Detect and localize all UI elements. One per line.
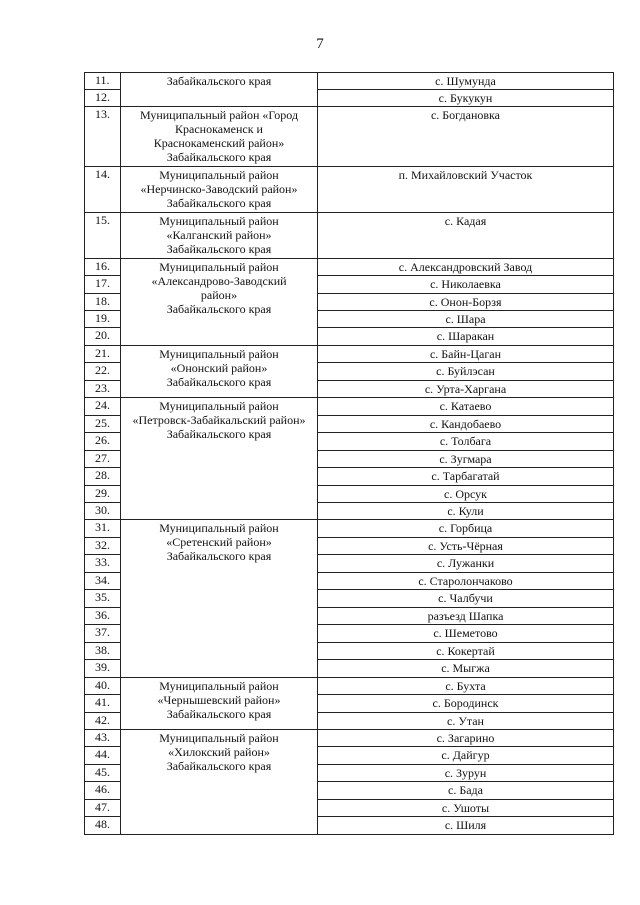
district-cell bbox=[121, 346, 318, 398]
row-number: 21. bbox=[85, 346, 121, 363]
district-name-line: Забайкальского края bbox=[166, 549, 272, 563]
row-number: 28. bbox=[85, 468, 121, 486]
settlement-name: с. Шеметово bbox=[318, 625, 614, 643]
settlement-name: с. Николаевка bbox=[318, 276, 614, 294]
settlement-name: с. Загарино bbox=[318, 730, 614, 747]
settlement-name: с. Катаево bbox=[318, 398, 614, 416]
settlement-name: с. Мыгжа bbox=[318, 660, 614, 678]
district-cell bbox=[121, 259, 318, 346]
row-number: 27. bbox=[85, 451, 121, 468]
row-number: 32. bbox=[85, 538, 121, 555]
district-cell bbox=[121, 73, 318, 107]
district-cell bbox=[121, 213, 318, 259]
row-number: 43. bbox=[85, 730, 121, 747]
settlement-name: с. Орсук bbox=[318, 486, 614, 503]
district-name-line: Забайкальского края bbox=[166, 242, 272, 256]
district-name-line: «Нерчинско-Заводский район» bbox=[140, 182, 298, 196]
settlements-table bbox=[84, 72, 614, 835]
district-name-line: «Ононский район» bbox=[170, 361, 268, 375]
row-number: 47. bbox=[85, 800, 121, 817]
row-number: 48. bbox=[85, 817, 121, 835]
district-name-line: Краснокаменский район» bbox=[153, 136, 285, 150]
district-name-line: Муниципальный район bbox=[159, 679, 279, 693]
district-name-line: Муниципальный район bbox=[159, 731, 279, 745]
settlement-name: с. Тарбагатай bbox=[318, 468, 614, 486]
district-name-line: район» bbox=[200, 288, 238, 302]
district-name-line: Забайкальского края bbox=[166, 759, 272, 773]
row-number: 11. bbox=[85, 73, 121, 90]
page-number: 7 bbox=[316, 36, 324, 52]
settlement-name: с. Кадая bbox=[318, 213, 614, 259]
row-number: 34. bbox=[85, 573, 121, 590]
row-number: 38. bbox=[85, 643, 121, 660]
row-number: 15. bbox=[85, 213, 121, 259]
table-row bbox=[85, 167, 614, 213]
district-name-line: Муниципальный район bbox=[159, 347, 279, 361]
settlement-name: с. Зугмара bbox=[318, 451, 614, 468]
district-name-line: Забайкальского края bbox=[166, 196, 272, 210]
settlement-name: п. Михайловский Участок bbox=[318, 167, 614, 213]
table-row bbox=[85, 259, 614, 276]
district-cell bbox=[121, 520, 318, 678]
settlement-name: с. Байн-Цаган bbox=[318, 346, 614, 363]
district-name-line: Муниципальный район bbox=[159, 168, 279, 182]
settlement-name: разъезд Шапка bbox=[318, 608, 614, 625]
settlement-name: с. Шаракан bbox=[318, 328, 614, 346]
settlement-name: с. Кули bbox=[318, 503, 614, 520]
district-cell bbox=[121, 398, 318, 520]
settlement-name: с. Зурун bbox=[318, 765, 614, 782]
settlement-name: с. Горбица bbox=[318, 520, 614, 538]
settlement-name: с. Буйлэсан bbox=[318, 363, 614, 381]
row-number: 14. bbox=[85, 167, 121, 213]
district-name-line: Муниципальный район bbox=[159, 260, 279, 274]
district-cell bbox=[121, 678, 318, 730]
table-row bbox=[85, 73, 614, 90]
district-name-line: Муниципальный район bbox=[159, 399, 279, 413]
row-number: 42. bbox=[85, 713, 121, 730]
row-number: 26. bbox=[85, 433, 121, 451]
table-row bbox=[85, 398, 614, 416]
row-number: 31. bbox=[85, 520, 121, 538]
row-number: 20. bbox=[85, 328, 121, 346]
row-number: 13. bbox=[85, 107, 121, 167]
district-name-line: «Хилокский район» bbox=[168, 745, 270, 759]
row-number: 19. bbox=[85, 311, 121, 328]
row-number: 30. bbox=[85, 503, 121, 520]
settlement-name: с. Бада bbox=[318, 782, 614, 800]
settlement-name: с. Богдановка bbox=[318, 107, 614, 167]
row-number: 22. bbox=[85, 363, 121, 381]
district-name-line: «Калганский район» bbox=[166, 228, 272, 242]
row-number: 33. bbox=[85, 555, 121, 573]
district-name-line: Муниципальный район bbox=[159, 521, 279, 535]
settlement-name: с. Шумунда bbox=[318, 73, 614, 90]
settlement-name: с. Дайгур bbox=[318, 747, 614, 765]
row-number: 39. bbox=[85, 660, 121, 678]
settlement-name: с. Кандобаево bbox=[318, 416, 614, 433]
district-name-line: Краснокаменск и bbox=[175, 122, 263, 136]
settlement-name: с. Александровский Завод bbox=[318, 259, 614, 276]
settlement-name: с. Чалбучи bbox=[318, 590, 614, 608]
district-name-line: Муниципальный район bbox=[159, 214, 279, 228]
row-number: 18. bbox=[85, 294, 121, 311]
settlement-name: с. Шиля bbox=[318, 817, 614, 835]
table-row bbox=[85, 213, 614, 259]
settlement-name: с. Старолончаково bbox=[318, 573, 614, 590]
settlement-name: с. Шара bbox=[318, 311, 614, 328]
row-number: 46. bbox=[85, 782, 121, 800]
district-name-line: Забайкальского края bbox=[166, 74, 272, 88]
district-name-line: «Чернышевский район» bbox=[157, 693, 281, 707]
settlement-name: с. Толбага bbox=[318, 433, 614, 451]
row-number: 29. bbox=[85, 486, 121, 503]
row-number: 44. bbox=[85, 747, 121, 765]
settlement-name: с. Кокертай bbox=[318, 643, 614, 660]
settlement-name: с. Онон-Борзя bbox=[318, 294, 614, 311]
row-number: 40. bbox=[85, 678, 121, 695]
table-row bbox=[85, 730, 614, 747]
row-number: 36. bbox=[85, 608, 121, 625]
settlement-name: с. Урта-Харгана bbox=[318, 381, 614, 398]
district-cell bbox=[121, 167, 318, 213]
district-name-line: Забайкальского края bbox=[166, 375, 272, 389]
row-number: 16. bbox=[85, 259, 121, 276]
settlement-name: с. Утан bbox=[318, 713, 614, 730]
table-row bbox=[85, 678, 614, 695]
row-number: 41. bbox=[85, 695, 121, 713]
district-name-line: «Петровск-Забайкальский район» bbox=[132, 413, 306, 427]
table-body bbox=[85, 73, 614, 835]
district-name-line: Забайкальского края bbox=[166, 427, 272, 441]
district-name-line: Забайкальского края bbox=[166, 150, 272, 164]
row-number: 17. bbox=[85, 276, 121, 294]
row-number: 12. bbox=[85, 90, 121, 107]
district-cell bbox=[121, 107, 318, 167]
row-number: 25. bbox=[85, 416, 121, 433]
row-number: 37. bbox=[85, 625, 121, 643]
settlement-name: с. Усть-Чёрная bbox=[318, 538, 614, 555]
district-name-line: Муниципальный район «Город bbox=[139, 108, 299, 122]
row-number: 45. bbox=[85, 765, 121, 782]
row-number: 23. bbox=[85, 381, 121, 398]
row-number: 35. bbox=[85, 590, 121, 608]
settlement-name: с. Бухта bbox=[318, 678, 614, 695]
district-name-line: «Александрово-Заводский bbox=[151, 274, 287, 288]
table-row bbox=[85, 520, 614, 538]
row-number: 24. bbox=[85, 398, 121, 416]
district-name-line: Забайкальского края bbox=[166, 302, 272, 316]
table-row bbox=[85, 107, 614, 167]
settlement-name: с. Бородинск bbox=[318, 695, 614, 713]
district-name-line: «Сретенский район» bbox=[166, 535, 272, 549]
settlement-name: с. Букукун bbox=[318, 90, 614, 107]
district-cell bbox=[121, 730, 318, 835]
settlement-name: с. Ушоты bbox=[318, 800, 614, 817]
table-row bbox=[85, 346, 614, 363]
district-name-line: Забайкальского края bbox=[166, 707, 272, 721]
settlement-name: с. Лужанки bbox=[318, 555, 614, 573]
